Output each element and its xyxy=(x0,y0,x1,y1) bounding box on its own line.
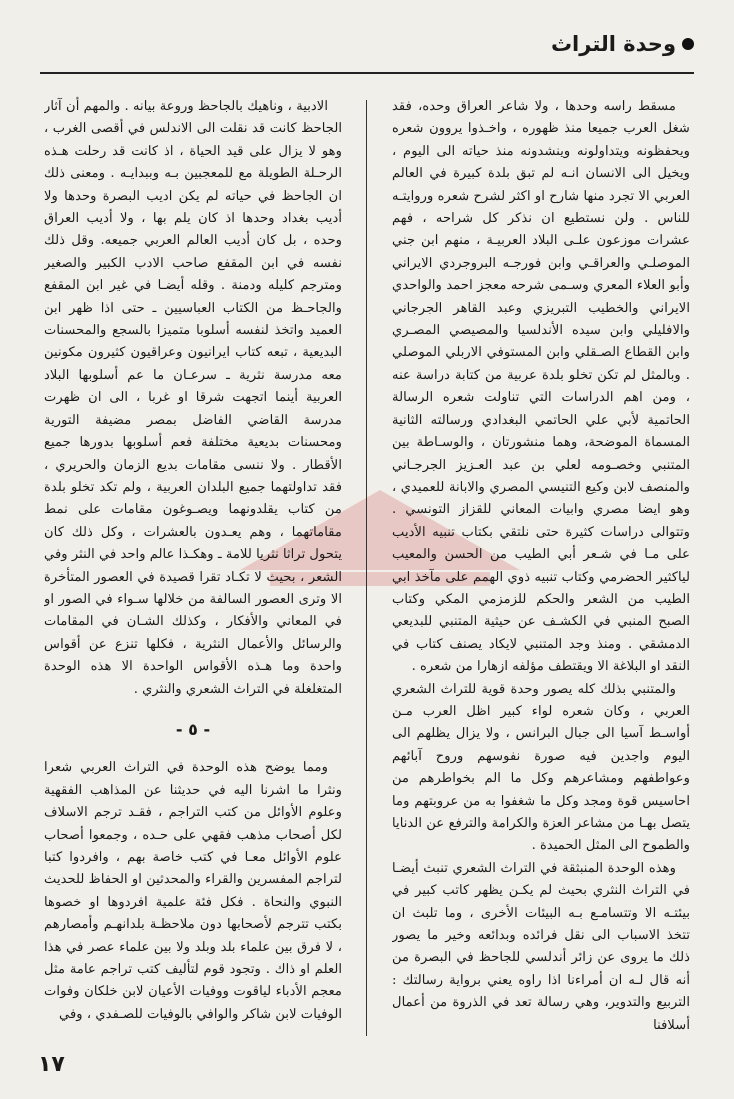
running-title xyxy=(551,32,694,56)
paragraph: الادبية ، وناهيك بالجاحظ وروعة بيانه . والمهم أن آثار الجاحظ كانت قد نقلت الى الاندلس في أقصى الغرب ، وهو لا يزال على قيد الحياة ، اذ كانت قد رحلت هـذه الرحـلة الطويلة مع للمعجبين بـه وببدايـه . ومعنى ذلك ان الجاحظ في حياته لم يكن اديب البصرة وحدها ولا أديب بغداد وحدها اذ كان يلم بها ، ولا أديب العراق وحده ، بل كان أديب العالم العربي جميعه. وقل ذلك نفسه في ابن المقفع صاحب الادب الكبير والصغير ومترجم كليله ودمنة . وقله أيضـا في غير ابن المقفع والجاحـظ من الكتاب العباسيين ـ حتى اذا ظهر ابن العميد واتخذ لنفسه أسلوبا متميزا بالسجع والمحسنات البديعية ، تبعه كتاب ايرانيون وعراقيون كثيرون مكونين معه مدرسة نثرية ـ سرعـان ما عم أسلوبها البلاد العربية أينما اتجهت شرقا او غربا ، الى ان ظهرت مدرسة القاضي الفاضل بمصر مضيفة التورية ومحسنات بديعية مختلفة فعم أسلوبها بدورها جميع الأقطار . ولا ننسى مقامات بديع الزمان والحريري ، فقد تداولتهما جميع البلدان العربية ، ولم تكد تخلو بلدة من كتاب يقلدونهما ويصـوغون مقامات على نمط مقاماتهما ، وهم يعـدون بالعشرات ، وكل ذلك كان يتحول تراثا نثريا للامة ـ وهكـذا عالم واحد في النثر وفي الشعر ، بحيث لا تكـاد تقرا قصيدة في العصور المتأخرة الا وترى العصور السالفة من خلالها سـواء في الصور او في المعاني والأفكار ، وكذلك الشـان في المقامات والرسائل والأعمال النثرية ، فكلها تنزع عن أقواس واحدة وما هـذه الأقواس الواحدة الا هذه الوحدة المتغلغلة في التراث الشعري والنثري . xyxy=(44,99,342,697)
bullet-icon xyxy=(682,38,694,50)
section-number: - ٥ - xyxy=(175,719,211,739)
page-header xyxy=(40,32,694,68)
right-column xyxy=(392,96,690,1036)
column-divider xyxy=(366,100,367,1036)
page-number: ١٧ xyxy=(38,1052,65,1077)
left-column xyxy=(44,96,342,1036)
article-body xyxy=(44,96,690,1036)
paragraph: مسقط راسه وحدها ، ولا شاعر العراق وحده، فقد شغل العرب جميعا منذ ظهوره ، واخـذوا يروون شعره ويحفظونه ويتداولونه وينشدونه منذ حياته الى اليوم ، ويخيل الى الانسان انـه لم تبق بلدة كبيرة في العالم العربي الا تجرد منها شارح او اكثر لشرح شعره وروايتـه للناس . ولن نستطيع ان نذكر كل شراحه ، فهم عشرات موزعون علـى البلاد العربيـة ، منهم ابن جني الموصلـي والعراقـي وابن فورجـه البروجردي الايراني وأبو العلاء المعري وسـمى شرحه معجز احمد والواحدي الايراني والخطيب التبريزي وعبد القاهر الجرجاني والافليلي وابن سيده الأندلسيا والمصيصي المصـري وابن القطاع الصـقلي وابن المستوفي الاربلي الموصلي . وبالمثل لم تكن تخلو بلدة عربية من كتابة دراسة عنه ، ومن اهم الدراسات التي تناولت شعره الرسالة الحاتمية لأبي علي الحاتمي البغدادي ورسالته الثانية المسماة الموضحة، وهما منشورتان ، والوسـاطة بين المتنبي وخصـومه لعلي بن عبد العـزيز الجرجـاني والمنصف لابن وكيع التنيسي المصري والابانة للعميدي ، وهو ايضا مصري وابيات المعاني للقزاز التونسي . وتتوالى دراسات كثيرة حتى نلتقي بكتاب تنبيه الأديب على مـا في شـعر أبي الطيب من الحسن والمعيب لياكثير الحضرمي وكتاب تنبيه ذوي الهمم على مآخذ ابي الطيب من الشعر والحكم للزمزمي المكي وكتاب الصبح المنبي في الكشـف عن حيثية المتنبي للبديعي الدمشقي . ومنذ وجد المتنبي لايكاد يصنف كتاب في النقد او البلاغة الا ويقتطف مؤلفه ازهارا من شعره . xyxy=(392,99,690,675)
paragraph: والمتنبي بذلك كله يصور وحدة قوية للتراث الشعري العربي ، وكان شعره لواء كبير اظل العرب مـن أواسـط آسيا الى جبال البرانس ، ولا يزال يظلهم الى اليوم واجدين فيه صورة نفوسهم وروح آبائهم وعواطفهم ومشاعرهم وكل ما الم بخواطرهم من احاسيس قوة ومجد وكل ما شغفوا به من عروبتهم وما يتصل بهـا من مشاعر العزة والكرامة والترفع عن الدنايا والطموح الى المثل الحميدة . xyxy=(392,681,690,854)
running-title-text: وحدة التراث xyxy=(550,32,676,56)
header-rule xyxy=(40,72,694,74)
paragraph: ومما يوضح هذه الوحدة في التراث العربي شعرا ونثرا ما اشرنا اليه في حديثنا عن المذاهب الفقهية وعلوم الأوائل من كتب التراجم ، فقـد ترجم الاسلاف لكل أصحاب مذهب فقهي على حـده ، وجمعوا أصحاب علوم الأوائل معـا في كتب خاصة بهم ، وافردوا كتبا لتراجم المفسرين والقراء والمحدثين او الحفاظ للحديث النبوي والنحاة . فكل فئة علمية افردوها او خصوها بكتب تترجم لأصحابها دون ملاحظـة بلدانهـم وأمصارهم ، لا فرق بين علماء بلد وبلد ولا بين علماء عصر في هذا العلم او ذاك . وتجود قوم لتأليف كتب تراجم عامة مثل معجم الأدباء لياقوت ووفيات الأعيان لابن خلكان وفوات الوفيات لابن شاكر والوافي بالوفيات للصـفدي ، وفي xyxy=(44,760,342,1022)
paragraph: وهذه الوحدة المنبثقة في التراث الشعري تنبث أيضـا في التراث النثري بحيث لم يكـن يظهر كاتب كبير في بيئتـه الا وتتسامـع بـه البيئات الأخرى ، وما تلبث ان تتخذ الاسباب الى نقل فرائده وبدائعه وخير ما يصور ذلك ما يروى عن زائر أندلسي للجاحظ في البصرة من أنه قال لـه ان أمراءنا اذا راوه يعني برواية رسالتك : التربيع والتدوير، وهي رسالة تعد في الذروة من أعمال أسلافنا xyxy=(392,860,690,1033)
